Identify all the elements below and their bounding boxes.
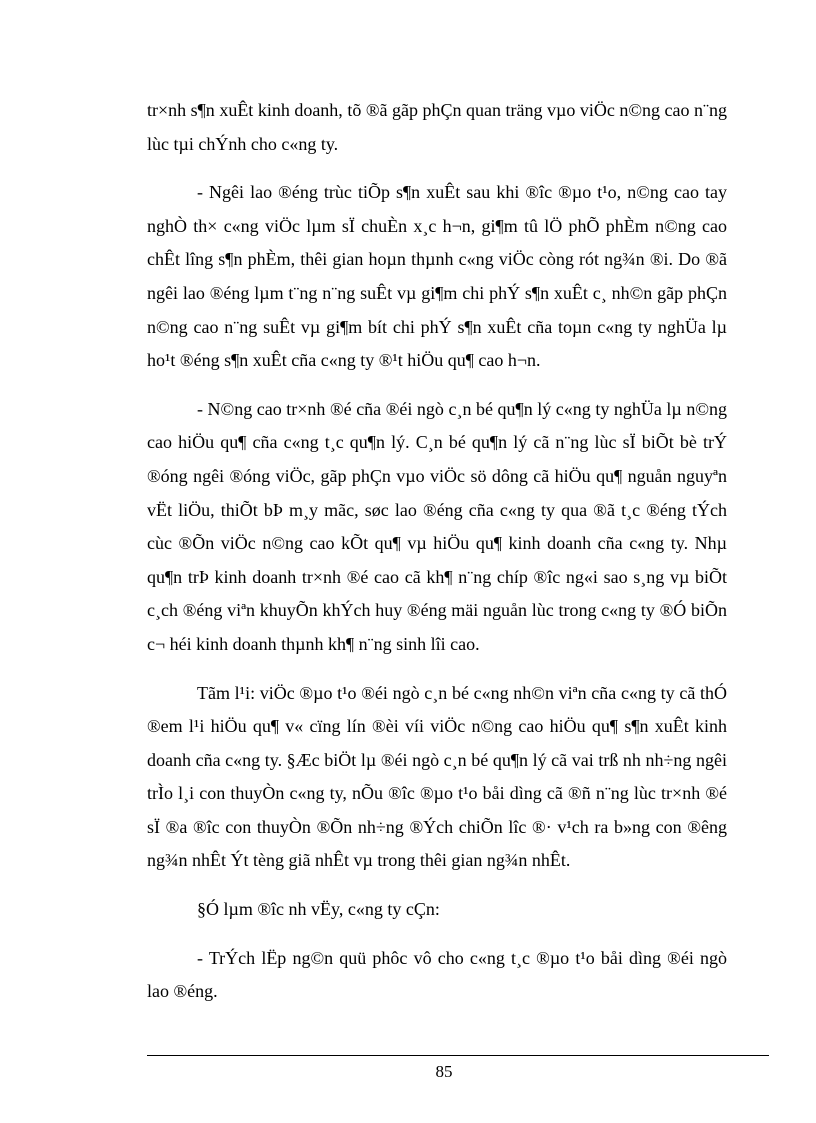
paragraph-3: - N©ng cao tr×nh ®é cña ®éi ngò c¸n bé qu¶n lý c«ng ty nghÜa lµ n©ng cao hiÖu qu¶ cña c«ng t¸c qu¶n lý. C¸n bé qu¶n lý cã n¨ng lùc sÏ biÕt bè trÝ ®óng ngêi ®óng viÖc, gãp phÇn vµo viÖc sö dông cã hiÖu qu¶ nguån nguyªn vËt liÖu, thiÕt bÞ m¸y mãc, søc lao ®éng cña c«ng ty qua ®ã t¸c ®éng tÝch cùc ®Õn viÖc n©ng cao kÕt qu¶ vµ hiÖu qu¶ kinh doanh cña c«ng ty. Nhµ qu¶n trÞ kinh doanh tr×nh ®é cao cã kh¶ n¨ng chíp ®îc ng«i sao s¸ng vµ biÕt c¸ch ®éng viªn khuyÕn khÝch huy ®éng mäi nguån lùc trong c«ng ty ®Ó biÕn c¬ héi kinh doanh thµnh kh¶ n¨ng sinh lîi cao. [147,398,727,654]
paragraph-4: Tãm l¹i: viÖc ®µo t¹o ®éi ngò c¸n bé c«ng nh©n viªn cña c«ng ty cã thÓ ®em l¹i hiÖu qu¶ v« cïng lín ®èi víi viÖc n©ng cao hiÖu qu¶ s¶n xuÊt kinh doanh cña c«ng ty. §Æc biÖt lµ ®éi ngò c¸n bé qu¶n lý cã vai trß nh nh÷ng ngêi trÌo l¸i con thuyÒn c«ng ty, nÕu ®îc ®µo t¹o båi dìng cã ®ñ n¨ng lùc tr×nh ®é sÏ ®a ®îc con thuyÒn ®Õn nh÷ng ®Ých chiÕn lîc ®· v¹ch ra b»ng con ®êng ng¾n nhÊt Ýt tèng giã nhÊt vµ trong thêi gian ng¾n nhÊt. [147,682,727,871]
paragraph-6: - TrÝch lËp ng©n quü phôc vô cho c«ng t¸c ®µo t¹o båi dìng ®éi ngò lao ®éng. [147,947,727,1002]
paragraph-2: - Ngêi lao ®éng trùc tiÕp s¶n xuÊt sau khi ®îc ®µo t¹o, n©ng cao tay nghÒ th× c«ng viÖc lµm sÏ chuÈn x¸c h¬n, gi¶m tû lÖ phÕ phÈm n©ng cao chÊt lîng s¶n phÈm, thêi gian hoµn thµnh c«ng viÖc còng rót ng¾n ®i. Do ®ã ngêi lao ®éng lµm t¨ng n¨ng suÊt vµ gi¶m chi phÝ s¶n xuÊt c¸ nh©n gãp phÇn n©ng cao n¨ng suÊt vµ gi¶m bít chi phÝ s¶n xuÊt cña toµn c«ng ty nghÜa lµ ho¹t ®éng s¶n xuÊt cña c«ng ty ®¹t hiÖu qu¶ cao h¬n. [147,182,727,371]
body-text [147,94,727,1024]
page-number: 85 [435,1062,453,1081]
paragraph-1: tr×nh s¶n xuÊt kinh doanh, tõ ®ã gãp phÇn quan träng vµo viÖc n©ng cao n¨ng lùc tµi chÝnh cho c«ng ty. [147,100,727,154]
paragraph-5: §Ó lµm ®îc nh vËy, c«ng ty cÇn: [197,899,440,920]
footer-rule [147,1055,769,1056]
